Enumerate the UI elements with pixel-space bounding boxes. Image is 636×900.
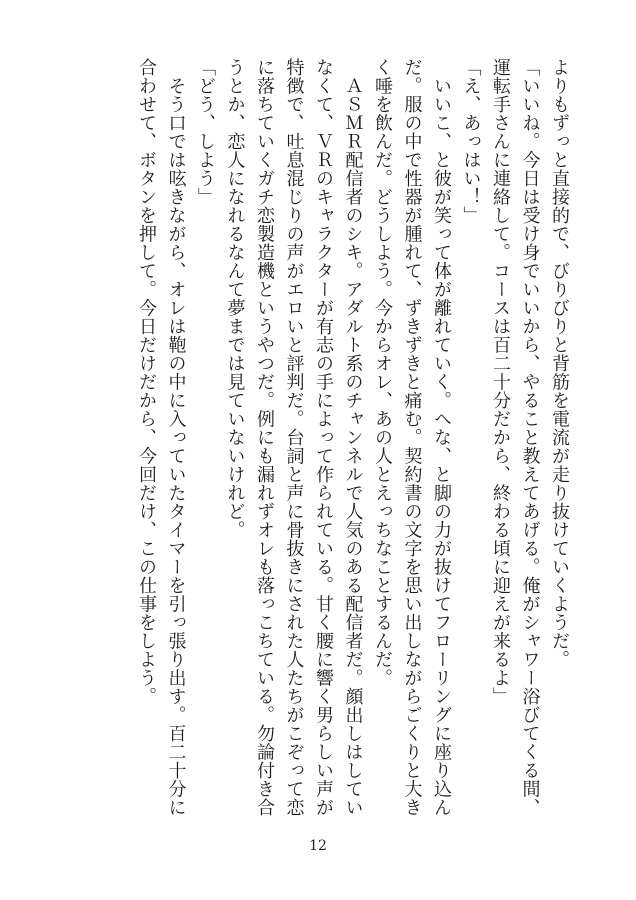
paragraph-6: 「どう、しよう」 — [195, 58, 216, 206]
body-text — [54, 58, 574, 818]
paragraph-4: いいこ、と彼が笑って体が離れていく。へな、と脚の力が抜けてフローリングに座り込んだ。服の中で性器が腫れて、ずきずきと痛む。契約書の文字を思い出しながらごくりと大きく唾を飲んだ。どうしよう。今からオレ、あの人とえっちなことするんだ。 — [372, 58, 452, 817]
paragraph-3: 「え、あっはい！」 — [460, 58, 482, 225]
paragraph-5: ＡＳＭＲ配信者のシキ。アダルト系のチャンネルで人気のある配信者だ。顔出しはしていなくて、ＶＲのキャラクターが有志の手によって作られている。甘く腰に響く男らしい声が特徴で、吐息混じりの声がエロいと評判だ。台詞と声に骨抜きにされた人たちがこぞって恋に落ちていくガチ恋製造機というやつだ。例にも漏れずオレも落っこちている。勿論付き合うとか、恋人になれるなんて夢までは見ていないけれど。 — [224, 58, 364, 817]
paragraph-2: 「いいね。今日は受け身でいいから、やること教えてあげる。俺がシャワー浴びてくる間、運転手さんに連絡して。コースは百二十分だから、終わる頃に迎えが来るよ」 — [490, 58, 541, 817]
paragraph-7: そう口では呟きながら、オレは鞄の中に入っていたタイマーを引っ張り出す。百二十分に合わせて、ボタンを押して。今日だけだから、今回だけ、この仕事をしよう。 — [136, 58, 187, 817]
page-number: 12 — [309, 838, 327, 854]
paragraph-1: よりもずっと直接的で、びりびりと背筋を電流が走り抜けていくようだ。 — [549, 58, 570, 669]
